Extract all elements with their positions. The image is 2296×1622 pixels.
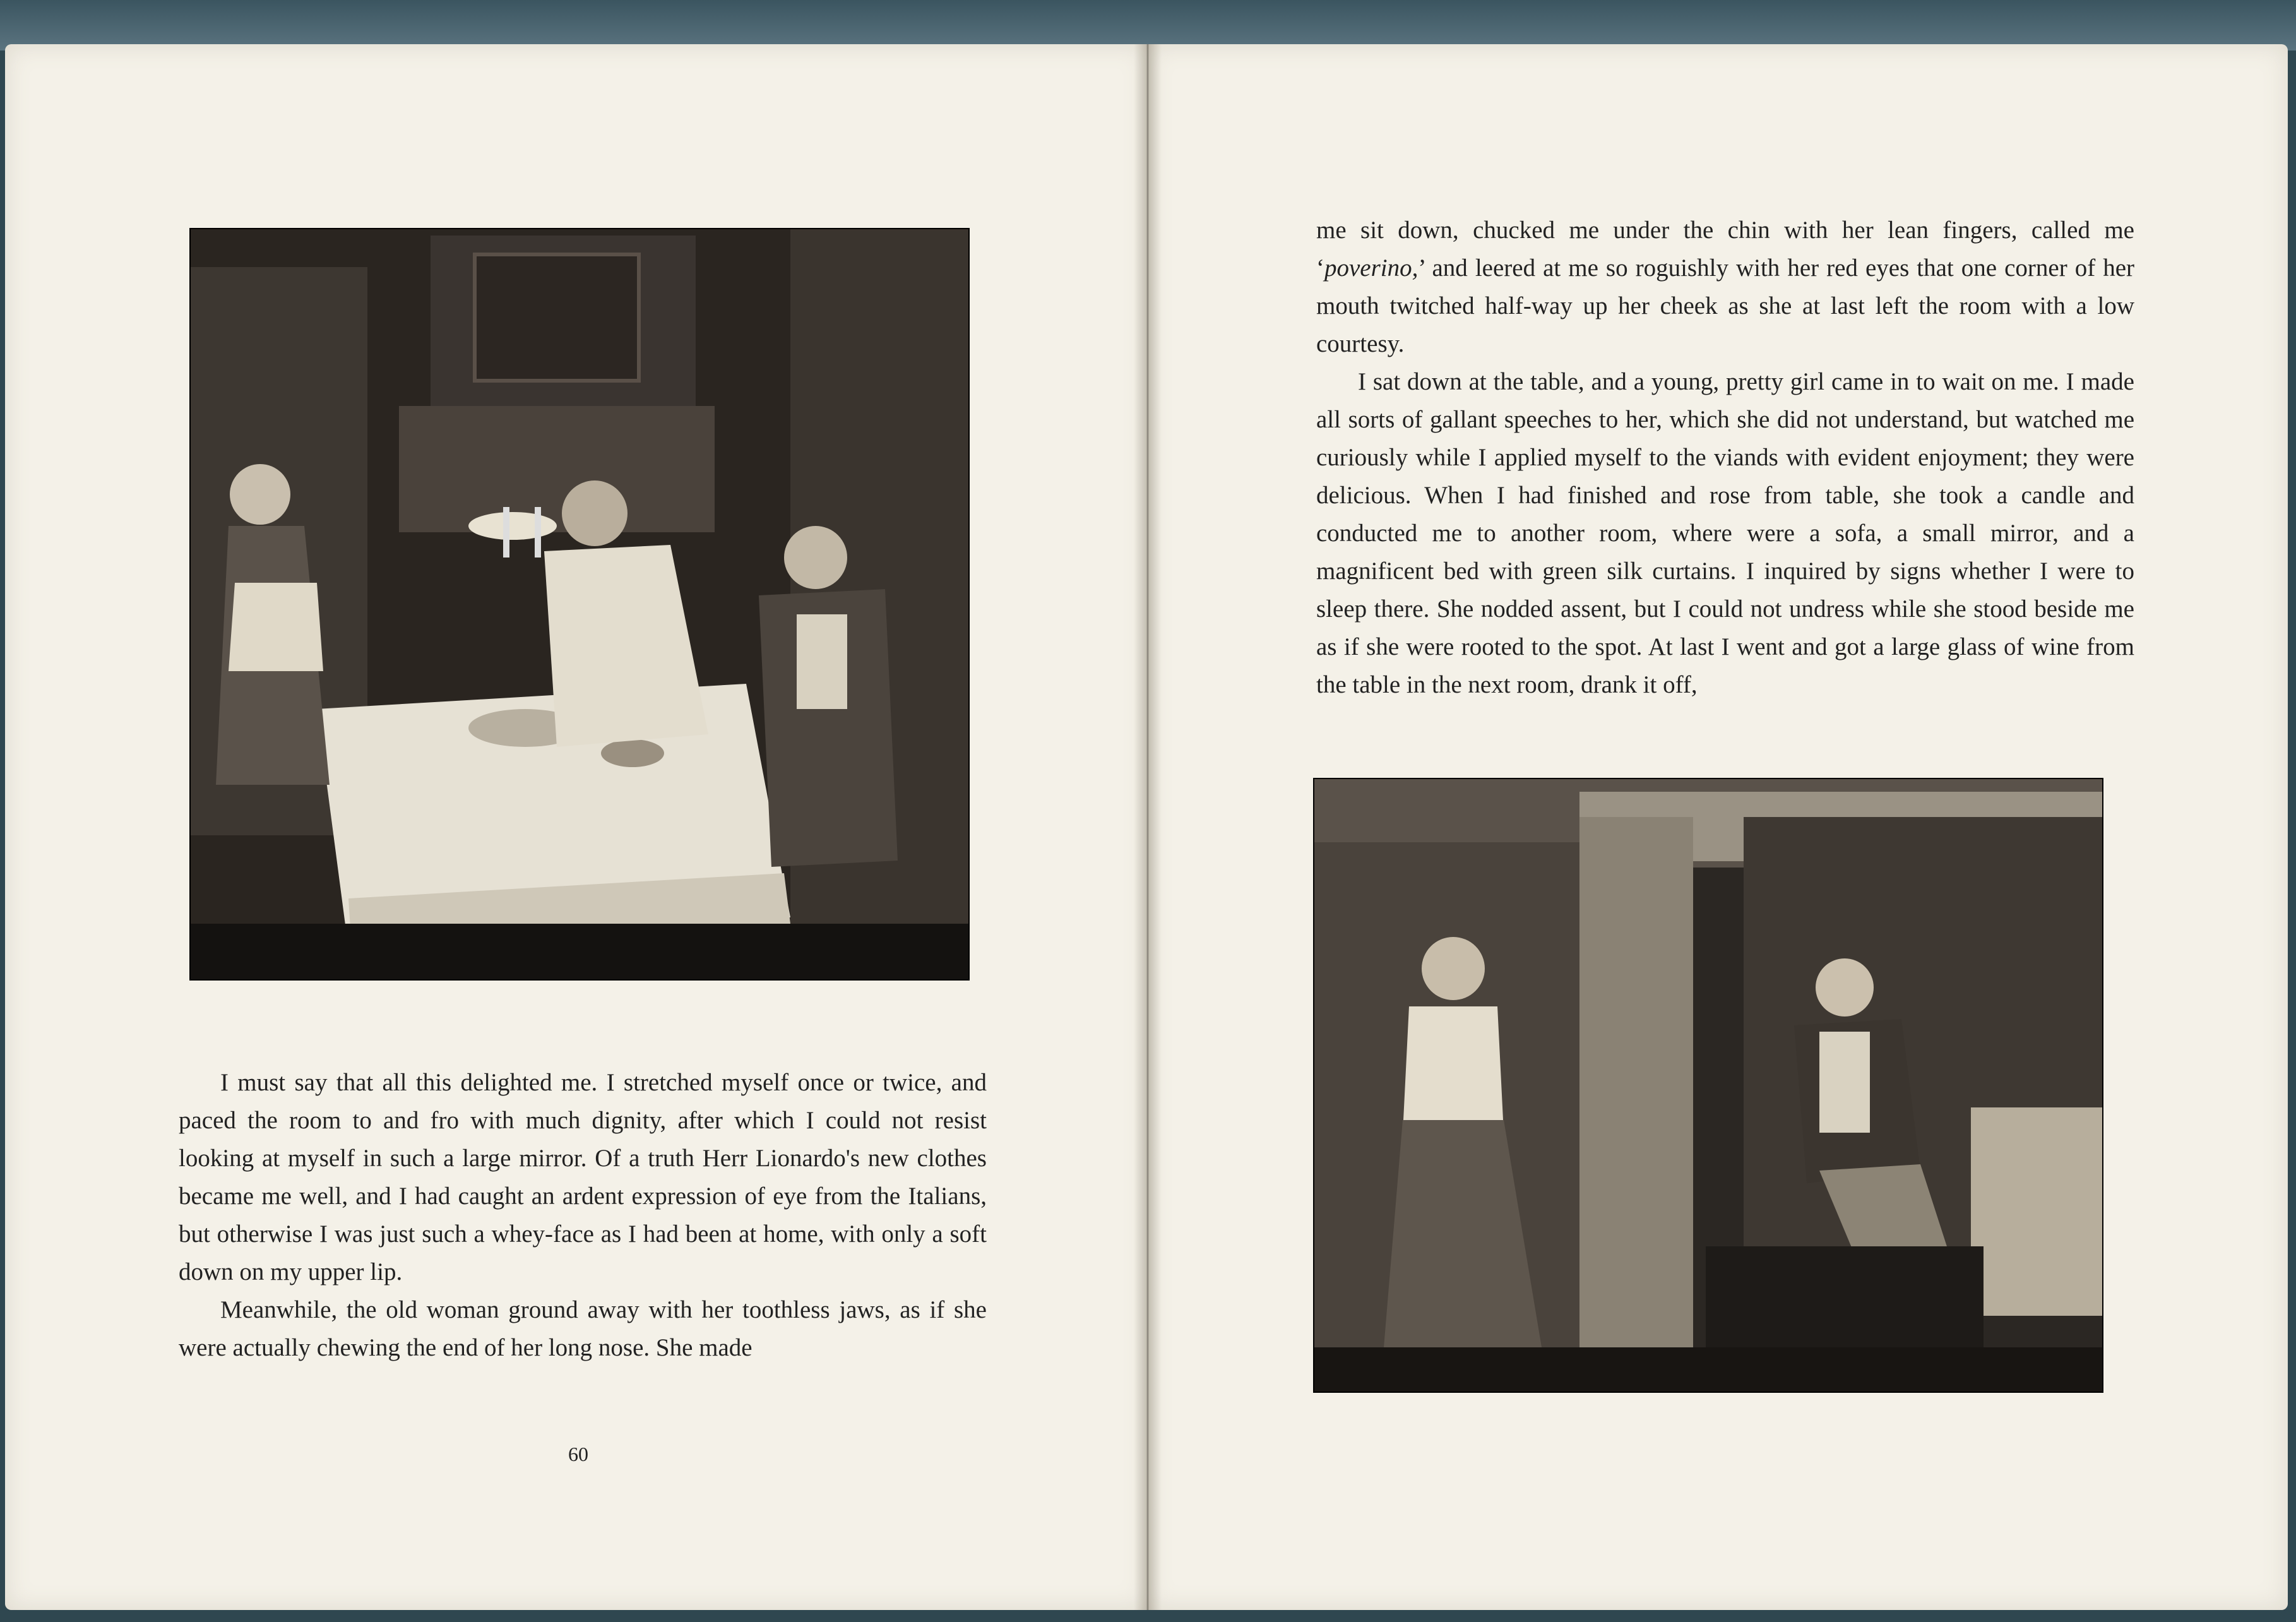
paragraph: Meanwhile, the old woman ground away with her toothless jaws, as if she were actually chewing the end of her long nose. She made — [179, 1296, 987, 1361]
page-number: 60 — [568, 1443, 588, 1465]
scan-background — [0, 0, 2296, 51]
illustration-dinner-scene — [189, 228, 970, 981]
left-text-column — [179, 1064, 987, 1367]
italic-word: poverino, — [1324, 254, 1419, 282]
paragraph-text: me sit down, chucked me under the chin with her lean fingers, called me ‘ — [1316, 217, 2134, 282]
illustration-bedroom-scene — [1313, 778, 2103, 1393]
left-page — [5, 44, 1148, 1610]
paragraph — [1316, 212, 2134, 363]
dinner-engraving — [191, 229, 968, 979]
right-text-column — [1316, 212, 2134, 704]
paragraph: I must say that all this delighted me. I stretched myself once or twice, and paced the room to and fro with much dignity, after which I could not resist looking at myself in such a large mirror. Of a truth Herr Lionardo's new clothes became me well, and I had caught an ardent expression of eye from the Italians, but otherwise I was just such a whey-face as I had been at home, with only a soft down on my upper lip. — [179, 1069, 987, 1285]
right-page — [1148, 44, 2288, 1610]
book-spine-gutter — [1134, 44, 1162, 1610]
paragraph-text: ’ and leered at me so roguishly with her red eyes that one corner of her mouth twitched half-way up her cheek as she at last left the room with a low courtesy. — [1316, 254, 2134, 357]
paragraph: I sat down at the table, and a young, pretty girl came in to wait on me. I made all sorts of gallant speeches to her, which she did not understand, but watched me curiously while I applied myself to the viands with evident enjoyment; they were delicious. When I had finished and rose from table, she took a candle and conducted me to another room, where were a sofa, a small mirror, and a magnificent bed with green silk curtains. I inquired by signs whether I were to sleep there. She nodded assent, but I could not undress while she stood beside me as if she were rooted to the spot. At last I went and got a large glass of wine from the table in the next room, drank it off, — [1316, 368, 2134, 698]
bedroom-engraving — [1314, 779, 2102, 1392]
